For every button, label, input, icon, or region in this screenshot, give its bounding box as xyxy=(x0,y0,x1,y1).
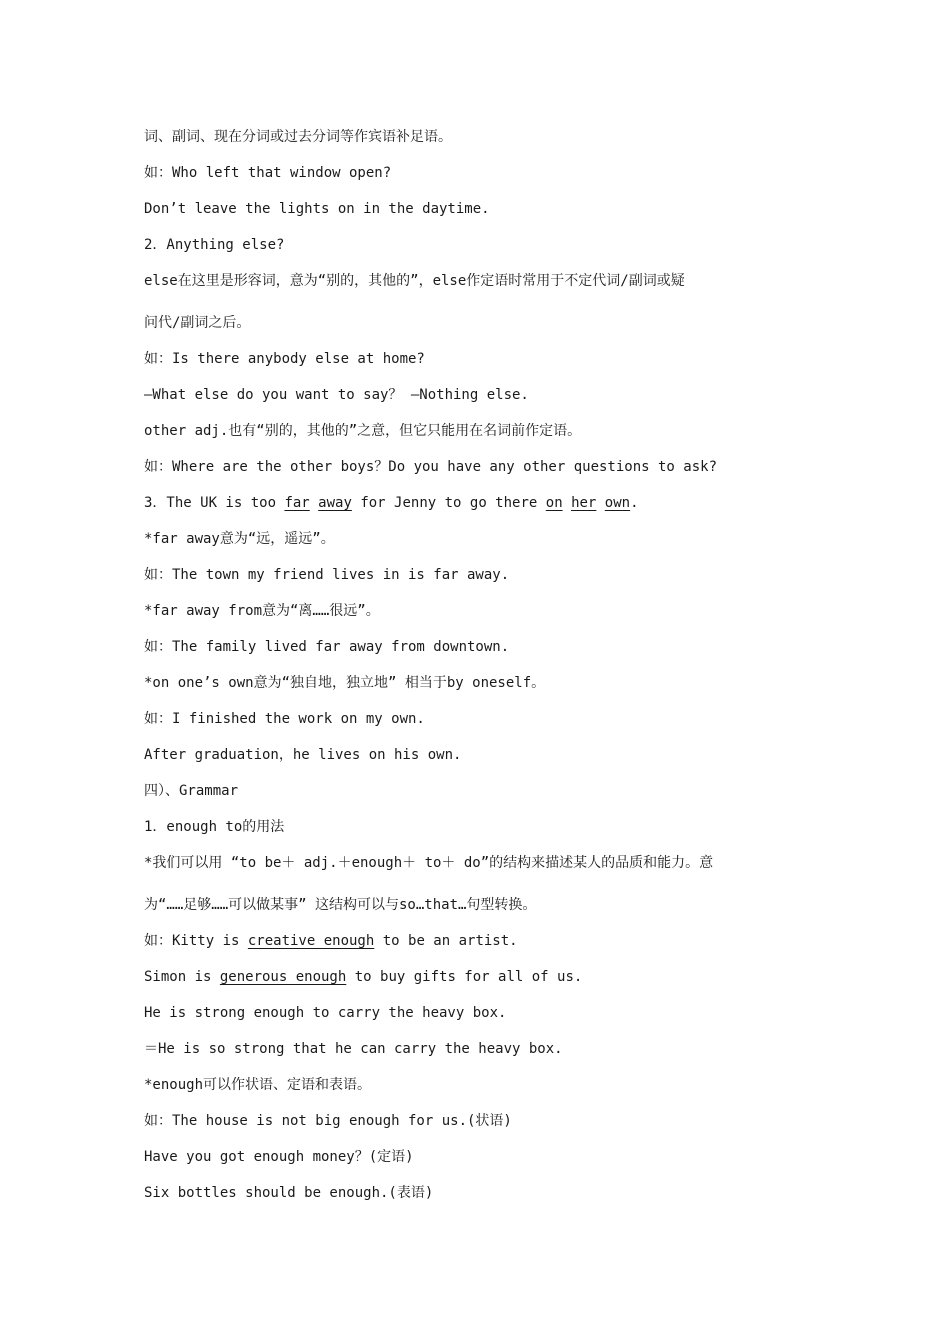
underlined-phrase: her xyxy=(571,495,597,511)
text-line: *on one’s own意为“独自地，独立地” 相当于by oneself。 xyxy=(144,675,546,691)
text-line: Don’t leave the lights on in the daytime. xyxy=(144,201,490,217)
text-segment xyxy=(596,495,604,511)
text-line: 1．enough to的用法 xyxy=(144,819,285,835)
text-line: *far away from意为“离……很远”。 xyxy=(144,603,380,619)
text-line: 如：The town my friend lives in is far away. xyxy=(144,567,510,583)
text-line: 四）、Grammar xyxy=(144,783,239,799)
text-line: —What else do you want to say？ —Nothing else. xyxy=(144,387,529,403)
text-line: 为“……足够……可以做某事” 这结构可以与so…that…句型转换。 xyxy=(144,897,537,913)
text-segment: Simon is xyxy=(144,969,220,985)
text-line: 如：Is there anybody else at home? xyxy=(144,351,425,367)
text-line: else在这里是形容词，意为“别的，其他的”，else作定语时常用于不定代词/副词或疑 xyxy=(144,273,685,289)
text-line: 如：Where are the other boys？Do you have any other questions to ask? xyxy=(144,459,718,475)
text-line: other adj.也有“别的，其他的”之意，但它只能用在名词前作定语。 xyxy=(144,423,582,439)
text-line: 2．Anything else? xyxy=(144,237,285,253)
text-segment: to be an artist. xyxy=(374,933,518,949)
text-line: Have you got enough money？(定语) xyxy=(144,1149,414,1165)
text-line: 如：I finished the work on my own. xyxy=(144,711,425,727)
text-segment xyxy=(563,495,571,511)
text-line: *enough可以作状语、定语和表语。 xyxy=(144,1077,372,1093)
text-segment xyxy=(310,495,318,511)
text-line xyxy=(144,927,824,963)
text-line: After graduation，he lives on his own. xyxy=(144,747,462,763)
underlined-phrase: away xyxy=(318,495,352,511)
underlined-phrase: on xyxy=(545,495,563,511)
text-segment: 3．The UK is too xyxy=(144,495,285,511)
text-line xyxy=(144,963,824,999)
text-segment: for Jenny to go there xyxy=(351,495,546,511)
text-line: 问代/副词之后。 xyxy=(144,315,251,331)
text-line: *我们可以用 “to be＋ adj.＋enough＋ to＋ do”的结构来描述某人的品质和能力。意 xyxy=(144,855,714,871)
text-line: 如：The house is not big enough for us.(状语) xyxy=(144,1113,512,1129)
text-line xyxy=(144,489,824,525)
underlined-phrase: generous enough xyxy=(219,969,347,985)
text-line: ＝He is so strong that he can carry the heavy box. xyxy=(144,1041,563,1057)
document-page xyxy=(144,123,824,1215)
text-line: Six bottles should be enough.(表语) xyxy=(144,1185,434,1201)
text-line: 如：Who left that window open? xyxy=(144,165,392,181)
text-line: 词、副词、现在分词或过去分词等作宾语补足语。 xyxy=(144,129,452,145)
underlined-phrase: own xyxy=(604,495,631,511)
text-line: *far away意为“远，遥远”。 xyxy=(144,531,335,547)
text-segment: . xyxy=(630,495,639,511)
text-segment: 如：Kitty is xyxy=(144,933,248,949)
text-segment: to buy gifts for all of us. xyxy=(346,969,583,985)
underlined-phrase: creative enough xyxy=(247,933,375,949)
text-line: 如：The family lived far away from downtown. xyxy=(144,639,510,655)
underlined-phrase: far xyxy=(284,495,310,511)
text-line: He is strong enough to carry the heavy box. xyxy=(144,1005,507,1021)
